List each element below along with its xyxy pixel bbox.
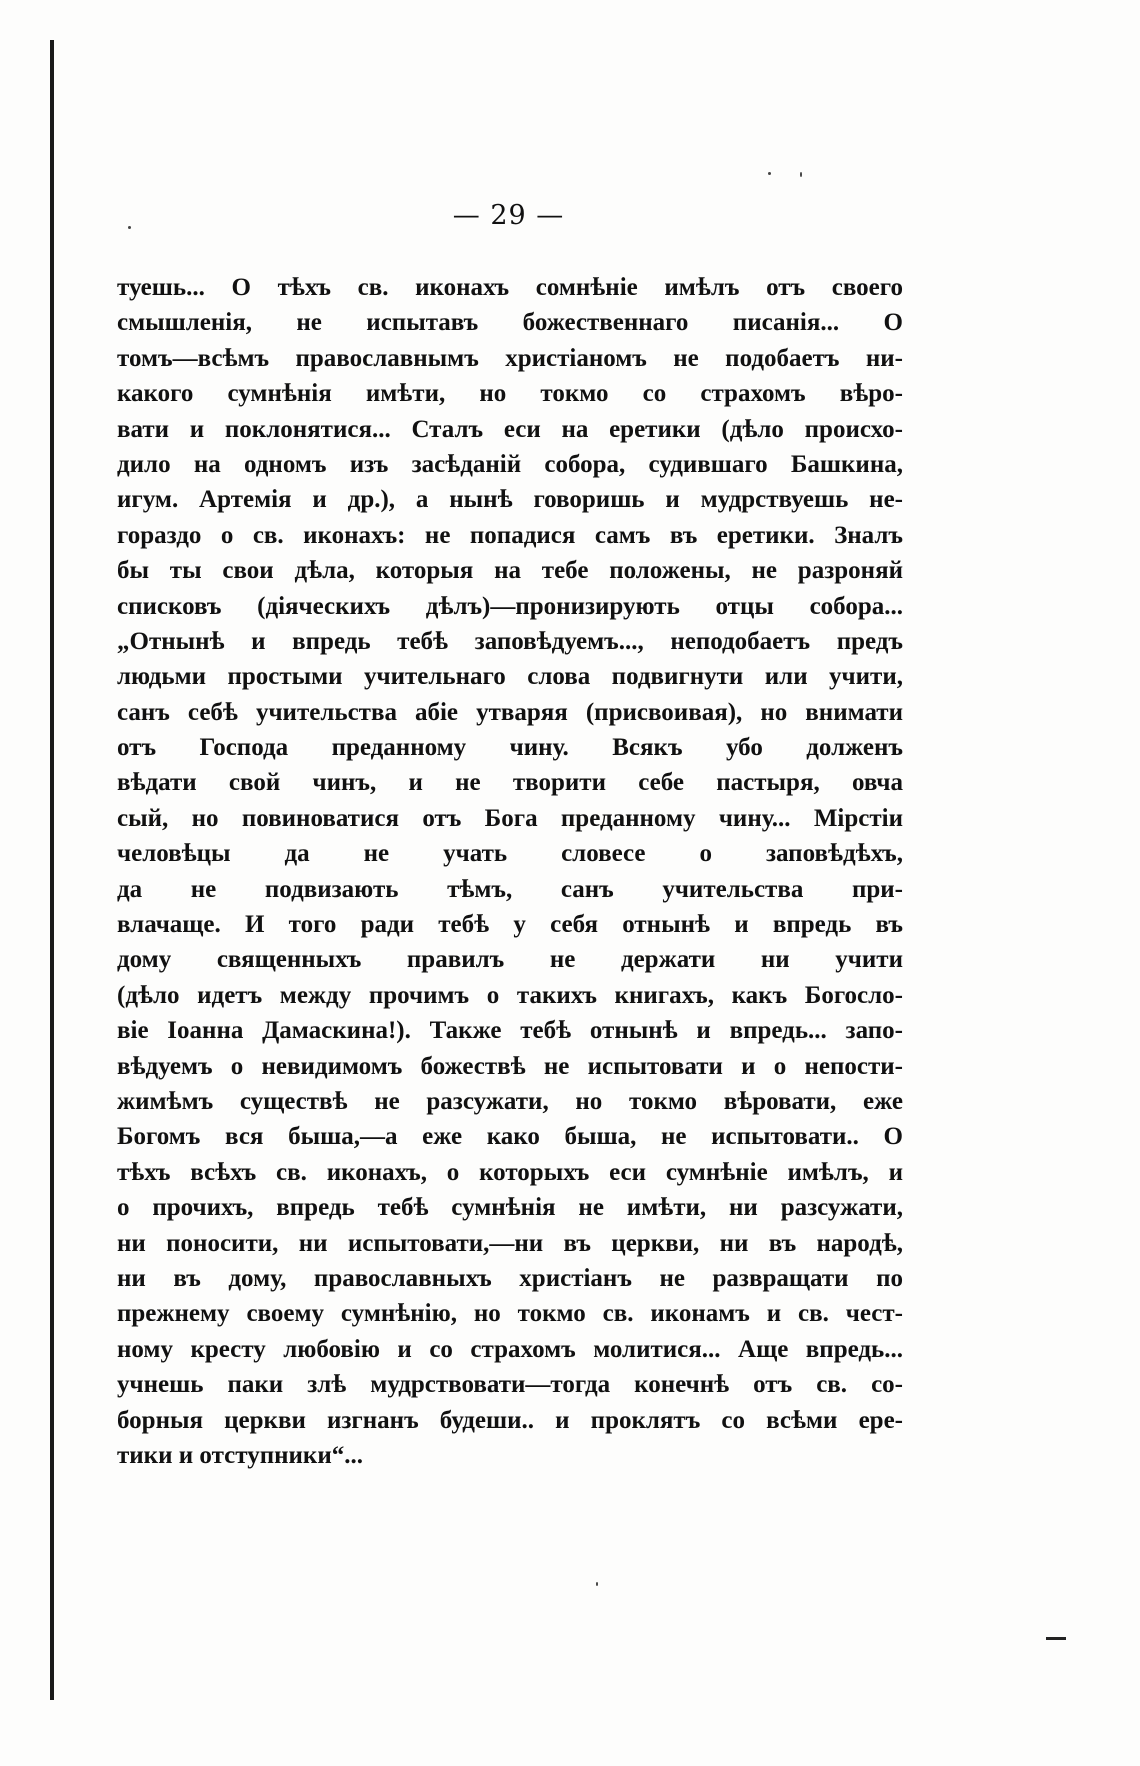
text-line: вати и поклонятися... Сталъ еси на еретики (дѣло происхо- xyxy=(117,415,903,443)
binding-edge-line xyxy=(50,40,54,1700)
text-line: людьми простыми учительнаго слова подвигнути или учити, xyxy=(117,663,903,691)
text-line: ному кресту любовію и со страхомъ молитися... Аще впредь... xyxy=(117,1335,903,1363)
text-line: отъ Господа преданному чину. Всякъ убо долженъ xyxy=(117,734,903,762)
text-line: учнешь паки злѣ мудрствовати—тогда конечнѣ отъ св. со- xyxy=(117,1371,903,1399)
text-line: игум. Артемія и др.), а нынѣ говоришь и мудрствуешь не- xyxy=(117,486,903,514)
text-line: (дѣло идетъ между прочимъ о такихъ книгахъ, какъ Богосло- xyxy=(117,981,903,1009)
text-line: санъ себѣ учительства абіе утваряя (присвоивая), но внимати xyxy=(117,698,903,726)
scan-speck xyxy=(596,1582,598,1586)
scan-speck xyxy=(800,172,802,177)
text-line: сый, но повиноватися отъ Бога преданному чину... Мірстіи xyxy=(117,804,903,832)
text-line: Богомъ вся быша,—а еже како быша, не испытовати.. О xyxy=(117,1123,903,1151)
text-line: тѣхъ всѣхъ св. иконахъ, о которыхъ еси сумнѣніе имѣлъ, и xyxy=(117,1158,903,1186)
text-line: о прочихъ, впредь тебѣ сумнѣнія не имѣти, ни разсужати, xyxy=(117,1194,903,1222)
text-line: вѣдуемъ о невидимомъ божествѣ не испытовати и о непости- xyxy=(117,1052,903,1080)
text-line: ни поносити, ни испытовати,—ни въ церкви, ни въ народѣ, xyxy=(117,1229,903,1257)
scan-speck xyxy=(768,172,771,175)
text-line: человѣцы да не учать словесе о заповѣдѣхъ, xyxy=(117,840,903,868)
text-line: да не подвизають тѣмъ, санъ учительства при- xyxy=(117,875,903,903)
text-line: бы ты свои дѣла, которыя на тебе положены, не разроняй xyxy=(117,557,903,585)
text-line: дому священныхъ правилъ не держати ни учити xyxy=(117,946,903,974)
text-line: вѣдати свой чинъ, и не творити себе пастыря, овча xyxy=(117,769,903,797)
margin-mark xyxy=(1046,1637,1066,1640)
text-line: тики и отступники“... xyxy=(117,1441,363,1469)
text-line: какого сумнѣнія имѣти, но токмо со страхомъ вѣро- xyxy=(117,380,903,408)
text-line: ни въ дому, православныхъ христіанъ не развращати по xyxy=(117,1264,903,1292)
text-line: смышленія, не испытавъ божественнаго писанія... О xyxy=(117,309,903,337)
text-line: „Отнынѣ и впредь тебѣ заповѣдуемъ..., неподобаетъ предъ xyxy=(117,627,903,655)
text-line: дило на одномъ изъ засѣданій собора, судившаго Башкина, xyxy=(117,450,903,478)
text-line: томъ—всѣмъ православнымъ христіаномъ не подобаетъ ни- xyxy=(117,344,903,372)
text-line: жимѣмъ существѣ не разсужати, но токмо вѣровати, еже xyxy=(117,1087,903,1115)
text-line: туешь... О тѣхъ св. иконахъ сомнѣніе имѣлъ отъ своего xyxy=(117,274,903,301)
text-line: влачаще. И того ради тебѣ у себя отнынѣ и впредь въ xyxy=(117,911,903,939)
text-line: списковъ (діяческихъ дѣлъ)—пронизирують отцы собора... xyxy=(117,592,903,620)
body-text xyxy=(117,270,903,1473)
text-line: прежнему своему сумнѣнію, но токмо св. иконамъ и св. чест- xyxy=(117,1300,903,1328)
text-line: борныя церкви изгнанъ будеши.. и проклятъ со всѣми ере- xyxy=(117,1406,903,1434)
text-line: віе Іоанна Дамаскина!). Также тебѣ отнынѣ и впредь... запо- xyxy=(117,1017,903,1045)
page-number: — 29 — xyxy=(452,200,565,231)
text-line: гораздо о св. иконахъ: не попадися самъ въ еретики. Зналъ xyxy=(117,521,903,549)
